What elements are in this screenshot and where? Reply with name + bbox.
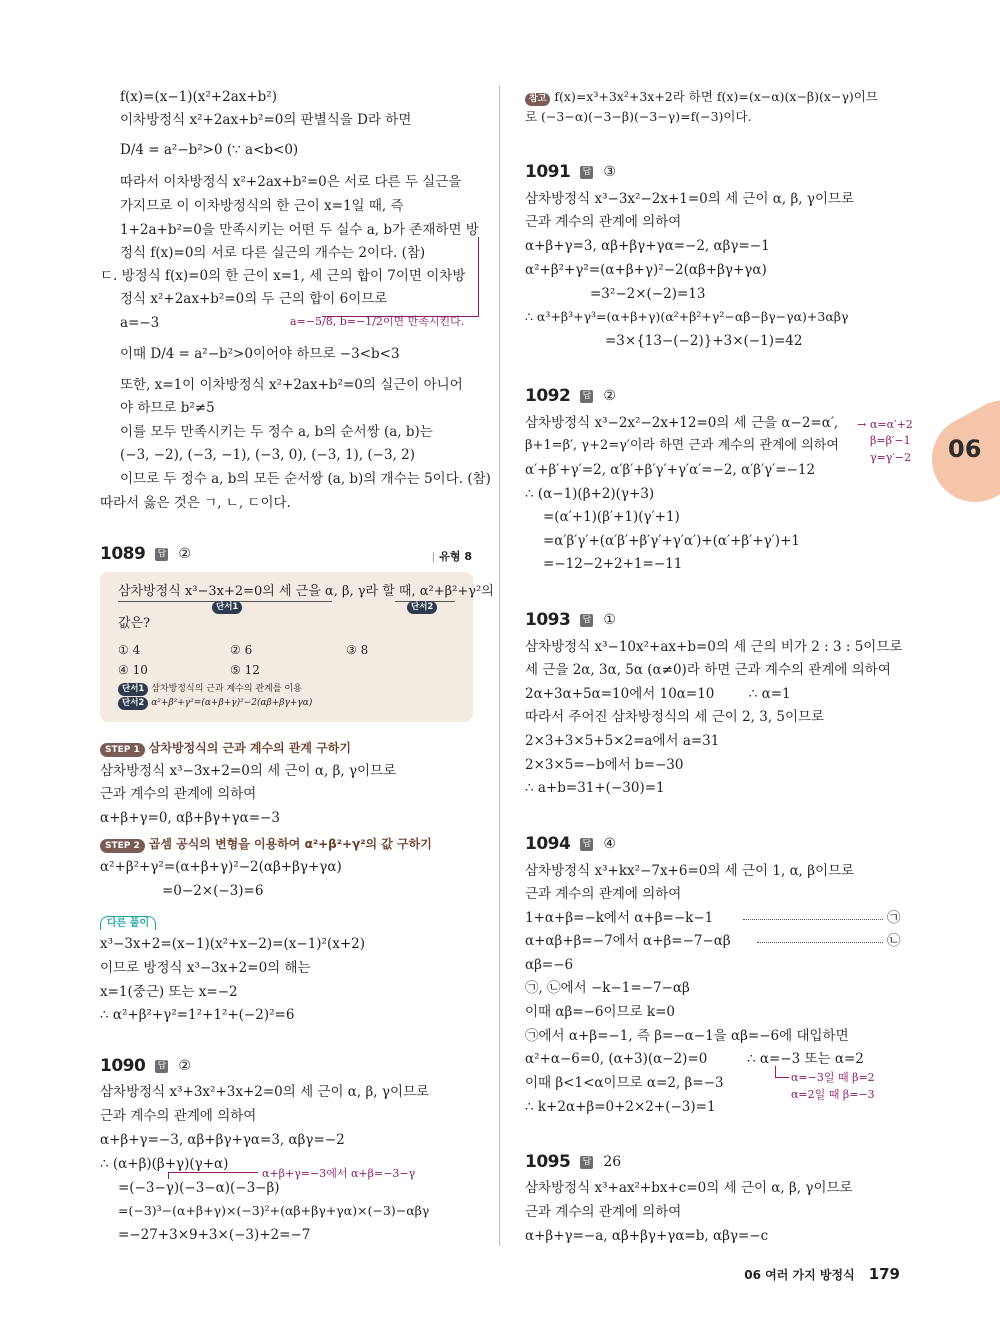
text-line: α+β+γ=−a, αβ+βγ+γα=b, αβγ=−c	[525, 1228, 769, 1244]
text-line: 근과 계수의 관계에 의하여	[525, 214, 682, 230]
text-line: 2×3+3×5+5×2=a에서 a=31	[525, 733, 720, 749]
annotation: α=2일 때 β=−3	[791, 1088, 875, 1101]
problem-header-1089	[100, 544, 191, 564]
problem-number: 1089	[100, 544, 146, 564]
hint2-badge: 단서2	[407, 601, 437, 614]
text-line: 2α+3α+5α=10에서 10α=10 ∴ α=1	[525, 686, 791, 702]
text-line: ∴ α²+β²+γ²=1²+1²+(−2)²=6	[100, 1007, 295, 1023]
choice-3: ③ 8	[346, 643, 369, 657]
chapter-tab-label: 06	[948, 435, 982, 463]
choice-5: ⑤ 12	[230, 663, 260, 677]
text-line: 가지므로 이 이차방정식의 한 근이 x=1일 때, 즉	[120, 198, 404, 214]
text-line: ㉠에서 α+β=−1, 즉 β=−α−1을 αβ=−6에 대입하면	[525, 1028, 849, 1044]
question-text: 값은?	[118, 616, 151, 631]
text-line: 삼차방정식 x³+ax²+bx+c=0의 세 근이 α, β, γ이므로	[525, 1180, 853, 1196]
text-line: αβ=−6	[525, 957, 574, 973]
answer-value: ②	[178, 546, 191, 562]
column-divider	[499, 86, 500, 1246]
hint2-row: 단서2 α²+β²+γ²=(α+β+γ)²−2(αβ+βγ+γα)	[118, 696, 312, 710]
marker-2: ㉡	[887, 933, 901, 949]
text-line: 이차방정식 x²+2ax+b²=0의 판별식을 D라 하면	[120, 112, 412, 128]
annotation: a=−5/8, b=−1/2이면 만족시킨다.	[290, 315, 465, 328]
chapter-title: 06 여러 가지 방정식	[744, 1268, 855, 1282]
text-line: α+β+γ=0, αβ+βγ+γα=−3	[100, 810, 280, 826]
hint1-badge: 단서1	[212, 601, 242, 614]
answer-icon: 답	[580, 166, 593, 179]
text-line: 삼차방정식 x³+3x²+3x+2=0의 세 근이 α, β, γ이므로	[100, 1084, 430, 1100]
text-line: 이므로 두 정수 a, b의 모든 순서쌍 (a, b)의 개수는 5이다. (참)	[120, 471, 491, 487]
text-line: 따라서 옳은 것은 ㄱ, ㄴ, ㄷ이다.	[100, 495, 291, 511]
text-line: β+1=β′, γ+2=γ′이라 하면 근과 계수의 관계에 의하여	[525, 438, 839, 453]
text-line: 근과 계수의 관계에 의하여	[525, 886, 682, 902]
text-line: ∴ α³+β³+γ³=(α+β+γ)(α²+β²+γ²−αβ−βγ−γα)+3αβγ	[525, 309, 849, 324]
text-line: 2×3×5=−b에서 b=−30	[525, 757, 684, 773]
text-line: 1+α+β=−k에서 α+β=−k−1	[525, 910, 714, 926]
question-text: 삼차방정식 x³−3x+2=0의 세 근을 α, β, γ라 할 때, α²+β²+γ²의	[118, 584, 494, 599]
therefore-line: ∴ α=−3 또는 α=2	[747, 1051, 864, 1067]
leader-dots	[757, 942, 883, 943]
page-number: 179	[868, 1265, 900, 1283]
text-line: ㉠, ㉡에서 −k−1=−7−αβ	[525, 980, 690, 996]
text-line: α+β+γ=−3, αβ+βγ+γα=3, αβγ=−2	[100, 1132, 345, 1148]
text-line: f(x)=(x−1)(x²+2ax+b²)	[120, 89, 277, 105]
text-line: =(−3−γ)(−3−α)(−3−β)	[118, 1180, 280, 1196]
text-line: x³−3x+2=(x−1)(x²+x−2)=(x−1)²(x+2)	[100, 936, 366, 952]
text-line: 정식 f(x)=0의 서로 다른 실근의 개수는 2이다. (참)	[120, 245, 426, 261]
text-line: x=1(중근) 또는 x=−2	[100, 984, 238, 1000]
annotation: α=−3일 때 β=2	[791, 1071, 875, 1084]
text-line: α²+β²+γ²=(α+β+γ)²−2(αβ+βγ+γα)	[100, 859, 342, 875]
problem-box	[100, 572, 494, 722]
choice-2: ② 6	[230, 643, 253, 657]
text-line: 또한, x=1이 이차방정식 x²+2ax+b²=0의 실근이 아니어	[120, 377, 463, 393]
text-line: 이를 모두 만족시키는 두 정수 a, b의 순서쌍 (a, b)는	[120, 424, 433, 440]
text-line: 근과 계수의 관계에 의하여	[100, 786, 257, 802]
answer-icon: 답	[580, 614, 593, 627]
annotation-connector	[775, 1066, 789, 1078]
annotation: β=β′−1	[870, 434, 911, 447]
text-line: =α′β′γ′+(α′β′+β′γ′+γ′α′)+(α′+β′+γ′)+1	[543, 533, 800, 549]
text-line: =−12−2+2+1=−11	[543, 556, 683, 572]
answer-value: ②	[178, 1058, 191, 1074]
text-line: 삼차방정식 x³−3x²−2x+1=0의 세 근이 α, β, γ이므로	[525, 191, 855, 207]
text-line: =(−3)³−(α+β+γ)×(−3)²+(αβ+βγ+γα)×(−3)−αβγ	[118, 1203, 430, 1218]
text-line: =−27+3×9+3×(−3)+2=−7	[118, 1227, 311, 1243]
note-line: 로 (−3−α)(−3−β)(−3−γ)=f(−3)이다.	[525, 109, 752, 124]
answer-icon: 답	[155, 548, 168, 561]
annotation: α=α′+2	[870, 418, 913, 431]
text-line: 야 하므로 b²≠5	[120, 400, 215, 416]
problem-header-1090	[100, 1056, 191, 1076]
text-line: 이때 αβ=−6이므로 k=0	[525, 1004, 676, 1020]
answer-icon: 답	[580, 838, 593, 851]
annotation: γ=γ′−2	[870, 451, 912, 464]
choice-4: ④ 10	[118, 663, 148, 677]
text-line: (−3, −2), (−3, −1), (−3, 0), (−3, 1), (−3, 2)	[120, 447, 415, 463]
text-line: ∴ (α−1)(β+2)(γ+3)	[525, 486, 655, 502]
step1-heading: STEP 1 삼차방정식의 근과 계수의 관계 구하기	[100, 738, 351, 758]
leader-dots	[743, 919, 883, 920]
answer-icon: 답	[580, 1156, 593, 1169]
text-line: ∴ a+b=31+(−30)=1	[525, 780, 665, 796]
problem-header-1091: 1091 답 ③	[525, 162, 616, 182]
text-line: 이므로 방정식 x³−3x+2=0의 해는	[100, 960, 311, 976]
text-line: a=−3	[120, 315, 160, 331]
text-line: ∴ k+2α+β=0+2×2+(−3)=1	[525, 1099, 716, 1115]
problem-number: 1090	[100, 1056, 146, 1076]
text-line: 삼차방정식 x³−10x²+ax+b=0의 세 근의 비가 2 : 3 : 5이므로	[525, 639, 903, 655]
step2-heading: STEP 2 곱셈 공식의 변형을 이용하여 α²+β²+γ²의 값 구하기	[100, 834, 432, 854]
answer-icon: 답	[155, 1060, 168, 1073]
note-line: 참고 f(x)=x³+3x²+3x+2라 하면 f(x)=(x−α)(x−β)(x−γ)이므	[525, 87, 878, 107]
text-line: 근과 계수의 관계에 의하여	[525, 1204, 682, 1220]
text-line: =0−2×(−3)=6	[162, 883, 264, 899]
type-tag: | 유형 8	[431, 550, 472, 563]
problem-header-1093: 1093 답 ①	[525, 610, 616, 630]
text-line: 정식 x²+2ax+b²=0의 두 근의 합이 6이므로	[120, 291, 388, 307]
text-line: 따라서 주어진 삼차방정식의 세 근이 2, 3, 5이므로	[525, 709, 825, 725]
text-line: 따라서 이차방정식 x²+2ax+b²=0은 서로 다른 두 실근을	[120, 174, 462, 190]
text-line: α²+α−6=0, (α+3)(α−2)=0	[525, 1051, 708, 1067]
text-line: 이때 β<1<α이므로 α=2, β=−3	[525, 1075, 724, 1091]
text-line: 근과 계수의 관계에 의하여	[100, 1108, 257, 1124]
text-line: 삼차방정식 x³−2x²−2x+12=0의 세 근을 α−2=α′,	[525, 415, 839, 431]
problem-header-1092: 1092 답 ②	[525, 386, 616, 406]
answer-icon: 답	[580, 390, 593, 403]
text-line: α+αβ+β=−7에서 α+β=−7−αβ	[525, 933, 731, 949]
marker-1: ㉠	[887, 910, 901, 926]
text-line: ㄷ. 방정식 f(x)=0의 한 근이 x=1, 세 근의 합이 7이면 이차방	[100, 268, 466, 284]
text-line: α′+β′+γ′=2, α′β′+β′γ′+γ′α′=−2, α′β′γ′=−12	[525, 462, 816, 478]
choice-1: ① 4	[118, 643, 141, 657]
text-line: D/4 = a²−b²>0 (∵ a<b<0)	[120, 142, 299, 158]
text-line: α+β+γ=3, αβ+βγ+γα=−2, αβγ=−1	[525, 238, 770, 254]
text-line: 이때 D/4 = a²−b²>0이어야 하므로 −3<b<3	[120, 346, 400, 362]
problem-header-1094: 1094 답 ④	[525, 834, 616, 854]
text-line: α²+β²+γ²=(α+β+γ)²−2(αβ+βγ+γα)	[525, 262, 767, 278]
text-line: =3×{13−(−2)}+3×(−1)=42	[605, 333, 803, 349]
page-footer	[744, 1265, 900, 1283]
text-line: =(α′+1)(β′+1)(γ′+1)	[543, 509, 680, 525]
hint1-row: 단서1 삼차방정식의 근과 계수의 관계를 이용	[118, 682, 302, 696]
text-line: ∴ (α+β)(β+γ)(γ+α)	[100, 1156, 229, 1172]
problem-header-1095: 1095 답 26	[525, 1152, 622, 1172]
annotation: α+β+γ=−3에서 α+β=−3−γ	[262, 1167, 416, 1180]
text-line: =3²−2×(−2)=13	[590, 286, 706, 302]
alt-solution-badge: 다른 풀이	[100, 912, 156, 932]
annotation-connector	[322, 237, 479, 317]
text-line: 세 근을 2α, 3α, 5α (α≠0)라 하면 근과 계수의 관계에 의하여	[525, 662, 891, 678]
text-line: 삼차방정식 x³−3x+2=0의 세 근이 α, β, γ이므로	[100, 763, 397, 779]
text-line: 삼차방정식 x³+kx²−7x+6=0의 세 근이 1, α, β이므로	[525, 863, 855, 879]
text-line: 1+2a+b²=0을 만족시키는 어떤 두 실수 a, b가 존재하면 방	[120, 222, 479, 238]
annotation-arrow: →	[857, 418, 867, 431]
